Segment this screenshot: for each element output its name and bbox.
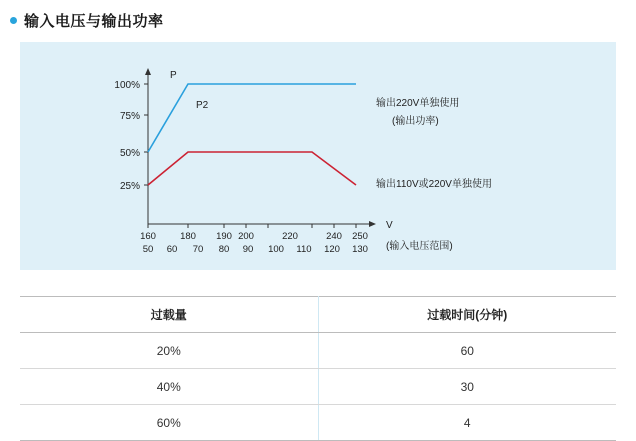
x-tick-label-r2-7: 120 — [324, 244, 340, 255]
table-cell-overload: 20% — [20, 333, 318, 369]
y-tick-label-100: 100% — [114, 80, 140, 91]
table-cell-time: 30 — [318, 369, 616, 405]
x-tick-label-r1-4: 220 — [282, 231, 298, 242]
y-tick-label-75: 75% — [119, 111, 140, 122]
overload-table-wrap — [20, 296, 616, 441]
table-header-overload: 过载量 — [20, 297, 318, 333]
bullet-icon — [10, 17, 17, 24]
x-tick-label-r2-4: 90 — [242, 244, 254, 255]
x-tick-label-r2-3: 80 — [218, 244, 230, 255]
table-row — [20, 405, 616, 441]
series-line-110v-or-220v — [148, 152, 356, 185]
x-tick-label-r2-5: 100 — [268, 244, 284, 255]
legend-label-110v: 输出110V或220V单独使用 — [376, 179, 492, 190]
table-cell-time: 4 — [318, 405, 616, 441]
voltage-power-chart — [20, 42, 616, 270]
table-cell-time: 60 — [318, 333, 616, 369]
table-cell-overload: 60% — [20, 405, 318, 441]
y-tick-label-50: 50% — [119, 148, 140, 159]
x-tick-label-r1-5: 240 — [326, 231, 342, 242]
x-tick-label-r2-6: 110 — [296, 244, 312, 255]
y-tick-label-25: 25% — [119, 181, 140, 192]
table-row — [20, 369, 616, 405]
x-tick-label-r1-1: 180 — [180, 231, 196, 242]
x-axis-arrow — [369, 221, 376, 227]
table-row — [20, 333, 616, 369]
x-tick-label-r1-0: 160 — [140, 231, 156, 242]
series-line-220v — [148, 84, 356, 152]
legend-label-220v: 输出220V单独使用 — [376, 98, 460, 109]
table-header-time: 过载时间(分钟) — [318, 297, 616, 333]
x-tick-label-r2-0: 50 — [142, 244, 154, 255]
x-tick-label-r2-2: 70 — [192, 244, 204, 255]
x-tick-label-r1-3: 200 — [238, 231, 254, 242]
chart-panel — [20, 42, 616, 270]
table-cell-overload: 40% — [20, 369, 318, 405]
page-title-text: 输入电压与输出功率 — [24, 13, 164, 30]
page-title — [10, 10, 164, 31]
legend-note-220v: (输出功率) — [392, 116, 439, 127]
x-tick-label-r2-8: 130 — [352, 244, 368, 255]
table-header-row — [20, 297, 616, 333]
series-label-p2: P2 — [196, 100, 209, 111]
x-tick-label-r1-6: 250 — [352, 231, 368, 242]
x-axis-label: V — [386, 220, 393, 231]
x-tick-label-r1-2: 190 — [216, 231, 232, 242]
x-axis-note: (输入电压范围) — [386, 241, 453, 252]
y-axis-label: P — [170, 70, 177, 81]
y-axis-arrow — [145, 68, 151, 75]
x-tick-label-r2-1: 60 — [166, 244, 178, 255]
overload-table — [20, 296, 616, 441]
